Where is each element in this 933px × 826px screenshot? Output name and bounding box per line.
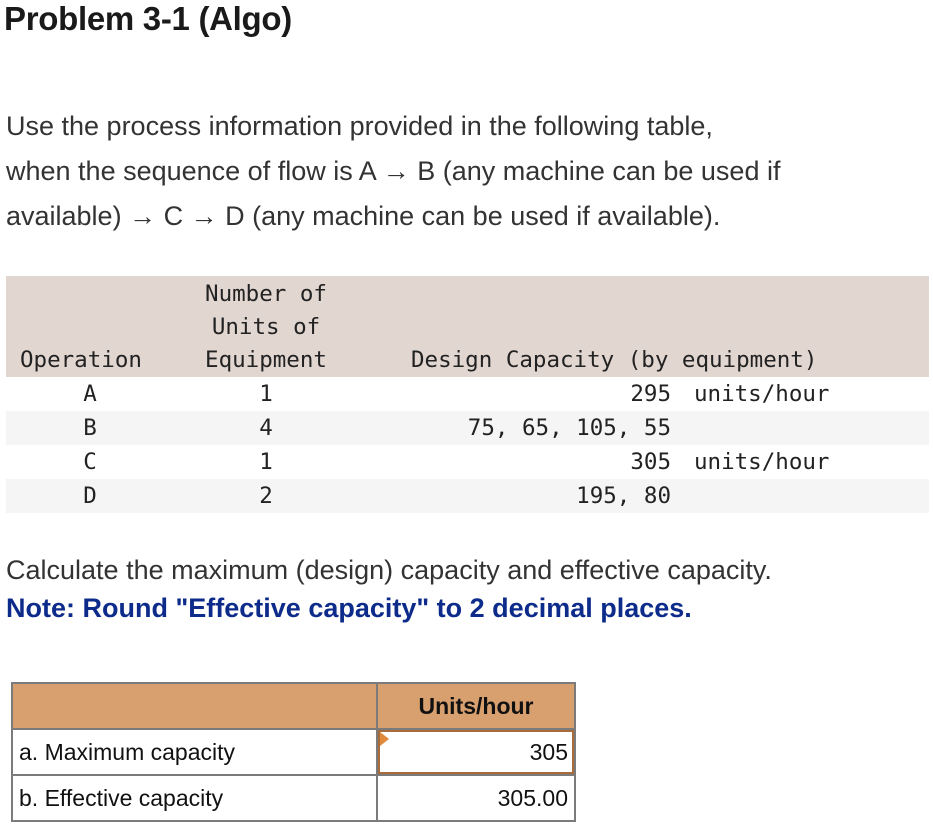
header-design-capacity: Design Capacity (by equipment) <box>411 347 818 373</box>
header-units-line-3: Equipment <box>205 347 327 373</box>
row-units: 2 <box>259 483 273 509</box>
table-row <box>6 479 929 513</box>
row-capacity: 295 <box>630 381 671 407</box>
units-per-hour-header: Units/hour <box>377 683 575 729</box>
header-units-line-1: Number of <box>205 281 327 307</box>
process-table <box>6 276 929 513</box>
answer-row-maximum <box>12 729 575 775</box>
intro-line-2: when the sequence of flow is A → B (any machine can be used if <box>6 156 781 186</box>
intro-line-3: available) → C → D (any machine can be used if available). <box>6 201 721 231</box>
rounding-note: Note: Round "Effective capacity" to 2 decimal places. <box>6 593 692 623</box>
maximum-capacity-input[interactable]: 305 <box>377 729 575 775</box>
header-operation: Operation <box>20 347 142 373</box>
table-row <box>6 445 929 479</box>
row-units: 4 <box>259 415 273 441</box>
row-operation: B <box>83 415 97 441</box>
answer-table <box>11 682 576 822</box>
effective-capacity-input[interactable]: 305.00 <box>377 775 575 821</box>
answer-table-header <box>12 683 575 729</box>
intro-line-1: Use the process information provided in the following table, <box>6 111 713 141</box>
calculate-instruction: Calculate the maximum (design) capacity and effective capacity. <box>6 555 772 585</box>
row-capacity: 195, 80 <box>576 483 671 509</box>
answer-header-blank <box>12 683 377 729</box>
row-operation: C <box>83 449 97 475</box>
maximum-capacity-label: a. Maximum capacity <box>12 729 377 775</box>
row-unit-label: units/hour <box>694 381 830 407</box>
row-capacity: 75, 65, 105, 55 <box>467 415 671 441</box>
table-row <box>6 377 929 411</box>
row-operation: A <box>83 381 97 407</box>
row-units: 1 <box>259 449 273 475</box>
page-title: Problem 3-1 (Algo) <box>4 0 292 37</box>
table-row <box>6 411 929 445</box>
effective-capacity-label: b. Effective capacity <box>12 775 377 821</box>
problem-statement <box>6 104 926 239</box>
process-table-header <box>6 276 929 377</box>
row-units: 1 <box>259 381 273 407</box>
row-unit-label: units/hour <box>694 449 830 475</box>
row-operation: D <box>83 483 97 509</box>
row-capacity: 305 <box>630 449 671 475</box>
header-units-line-2: Units of <box>211 314 321 340</box>
answer-row-effective <box>12 775 575 821</box>
